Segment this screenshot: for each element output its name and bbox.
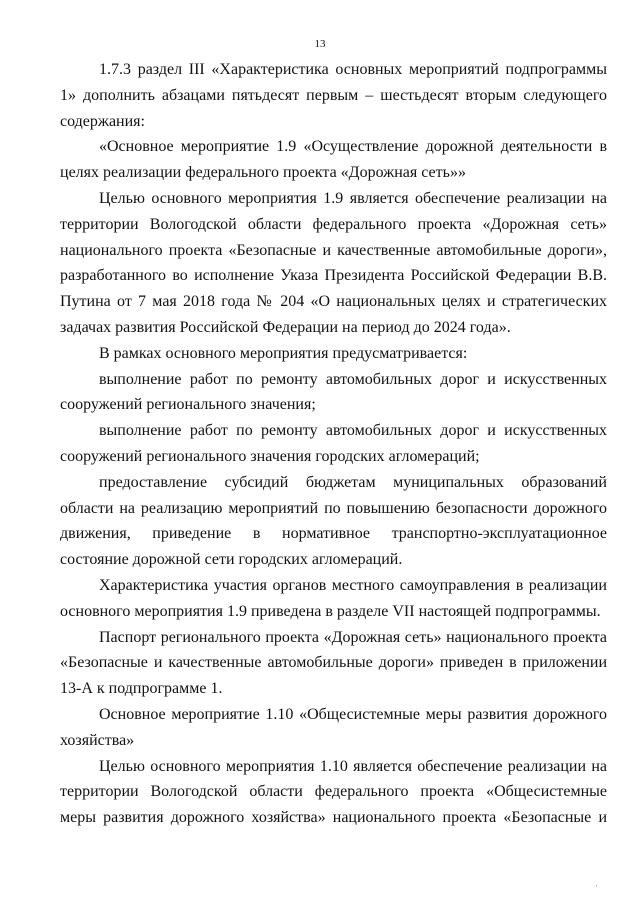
paragraph-measure-provisions: В рамках основного мероприятия предусматривается: [99, 344, 468, 362]
page-number: 13 [314, 38, 326, 50]
document-body [60, 57, 607, 831]
paragraph-measure-1-9-title: «Основное мероприятие 1.9 «Осуществление дорожной деятельности в целях реализации федерального проекта «Дорожная сеть»» [60, 138, 607, 182]
paragraph-amendment-intro: 1.7.3 раздел III «Характеристика основных мероприятий подпрограммы 1» дополнить абзацами пятьдесят первым – шестьдесят вторым следующего содержания: [60, 61, 607, 130]
paragraph-measure-1-10-title: Основное мероприятие 1.10 «Общесистемные меры развития дорожного хозяйства» [60, 705, 607, 749]
paragraph-local-government: Характеристика участия органов местного самоуправления в реализации основного мероприятия 1.9 приведена в разделе VII настоящей подпрограммы. [60, 576, 607, 620]
scan-edge-mark: ' [596, 884, 598, 892]
paragraph-repair-agglomerations: выполнение работ по ремонту автомобильных дорог и искусственных сооружений регионального значения городских агломераций; [60, 422, 607, 465]
paragraph-passport: Паспорт регионального проекта «Дорожная сеть» национального проекта «Безопасные и качественные автомобильные дороги» приведен в приложении 13-А к подпрограмме 1. [60, 628, 607, 698]
paragraph-measure-1-9-goal: Целью основного мероприятия 1.9 является обеспечение реализации на территории Вологодской области федерального проекта «Дорожная сеть» национального проекта «Безопасные и качественные автомобильные дороги», разработанного во исполнение Указа Президента Российской Федерации В.В. Путина от 7 мая 2018 года № 204 «О национальных целях и стратегических задачах развития Российской Федерации на период до 2024 года». [60, 189, 607, 336]
paragraph-repair-regional: выполнение работ по ремонту автомобильных дорог и искусственных сооружений регионального значения; [60, 370, 607, 414]
paragraph-measure-1-10-goal: Целью основного мероприятия 1.10 является обеспечение реализации на территории Вологодской области федерального проекта «Общесистемные меры развития дорожного хозяйства» национального проекта «Безопасные и [60, 757, 607, 827]
paragraph-subsidies: предоставление субсидий бюджетам муниципальных образований области на реализацию мероприятий по повышению безопасности дорожного движения, приведение в нормативное транспортно-эксплуатационное состояние дорожной сети городских агломераций. [60, 473, 607, 569]
